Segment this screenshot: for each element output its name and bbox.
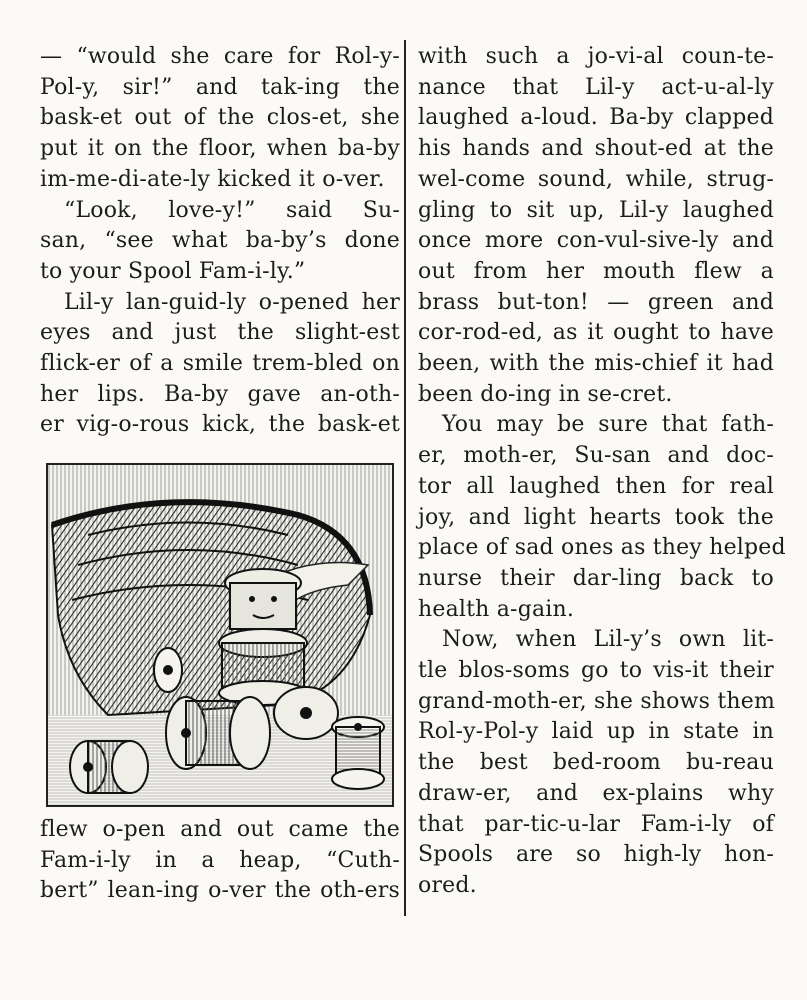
- text-line: Now, when Lil-y’s own lit-: [442, 627, 774, 653]
- text-line: laughed a-loud. Ba-by clapped: [418, 105, 774, 131]
- text-line: bert” lean-ing o-ver the oth-ers: [40, 878, 400, 904]
- text-line: tle blos-soms go to vis-it their: [418, 658, 774, 684]
- text-line: san, “see what ba-by’s done: [40, 228, 400, 254]
- text-line: that par-tic-u-lar Fam-i-ly of: [418, 811, 774, 837]
- text-line: er vig-o-rous kick, the bask-et: [40, 412, 400, 438]
- column-divider: [404, 40, 406, 916]
- text-line: with such a jo-vi-al coun-te-: [418, 44, 774, 69]
- text-line: flew o-pen and out came the: [40, 817, 400, 842]
- left-column-bottom-text: [40, 815, 400, 907]
- basket-and-spools-engraving-icon: [48, 465, 392, 805]
- text-line: “Look, love-y!” said Su-: [64, 197, 400, 223]
- text-line: nance that Lil-y act-u-al-ly: [418, 74, 774, 100]
- text-line: er, moth-er, Su-san and doc-: [418, 443, 774, 469]
- basket-spools-illustration: [46, 463, 394, 807]
- text-line: health a-gain.: [418, 596, 575, 622]
- text-line: once more con-vul-sive-ly and: [418, 228, 774, 254]
- text-line: place of sad ones as they helped: [418, 535, 786, 561]
- text-line: been, with the mis-chief it had: [418, 351, 774, 377]
- text-line: wel-come sound, while, strug-: [418, 166, 774, 192]
- text-line: nurse their dar-ling back to: [418, 565, 774, 591]
- text-line: draw-er, and ex-plains why: [418, 780, 774, 806]
- text-line: been do-ing in se-cret.: [418, 381, 673, 407]
- text-line: gling to sit up, Lil-y laughed: [418, 197, 774, 223]
- text-line: tor all laughed then for real: [418, 473, 774, 499]
- text-line: Lil-y lan-guid-ly o-pened her: [64, 289, 400, 315]
- text-line: ored.: [418, 872, 477, 898]
- text-line: im-me-di-ate-ly kicked it o-ver.: [40, 166, 385, 192]
- text-line: flick-er of a smile trem-bled on: [40, 351, 400, 377]
- text-line: eyes and just the slight-est: [40, 320, 400, 346]
- text-line: joy, and light hearts took the: [418, 504, 774, 530]
- text-line: You may be sure that fath-: [442, 412, 774, 438]
- text-line: her lips. Ba-by gave an-oth-: [40, 381, 400, 407]
- text-line: out from her mouth flew a: [418, 258, 774, 284]
- text-line: — “would she care for Rol-y-: [40, 44, 400, 69]
- text-line: brass but-ton! — green and: [418, 289, 774, 315]
- text-line: to your Spool Fam-i-ly.”: [40, 258, 306, 284]
- text-line: bask-et out of the clos-et, she: [40, 105, 400, 131]
- text-line: grand-moth-er, she shows them: [418, 688, 776, 714]
- text-line: his hands and shout-ed at the: [418, 136, 774, 162]
- text-line: cor-rod-ed, as it ought to have: [418, 320, 774, 346]
- text-line: Pol-y, sir!” and tak-ing the: [40, 74, 400, 100]
- text-line: the best bed-room bu-reau: [418, 750, 774, 776]
- text-line: put it on the floor, when ba-by: [40, 136, 400, 162]
- left-column-top-text: [40, 42, 400, 441]
- text-line: Rol-y-Pol-y laid up in state in: [418, 719, 774, 745]
- text-line: Fam-i-ly in a heap, “Cuth-: [40, 847, 400, 873]
- text-line: Spools are so high-ly hon-: [418, 842, 774, 868]
- right-column-text: [418, 42, 786, 902]
